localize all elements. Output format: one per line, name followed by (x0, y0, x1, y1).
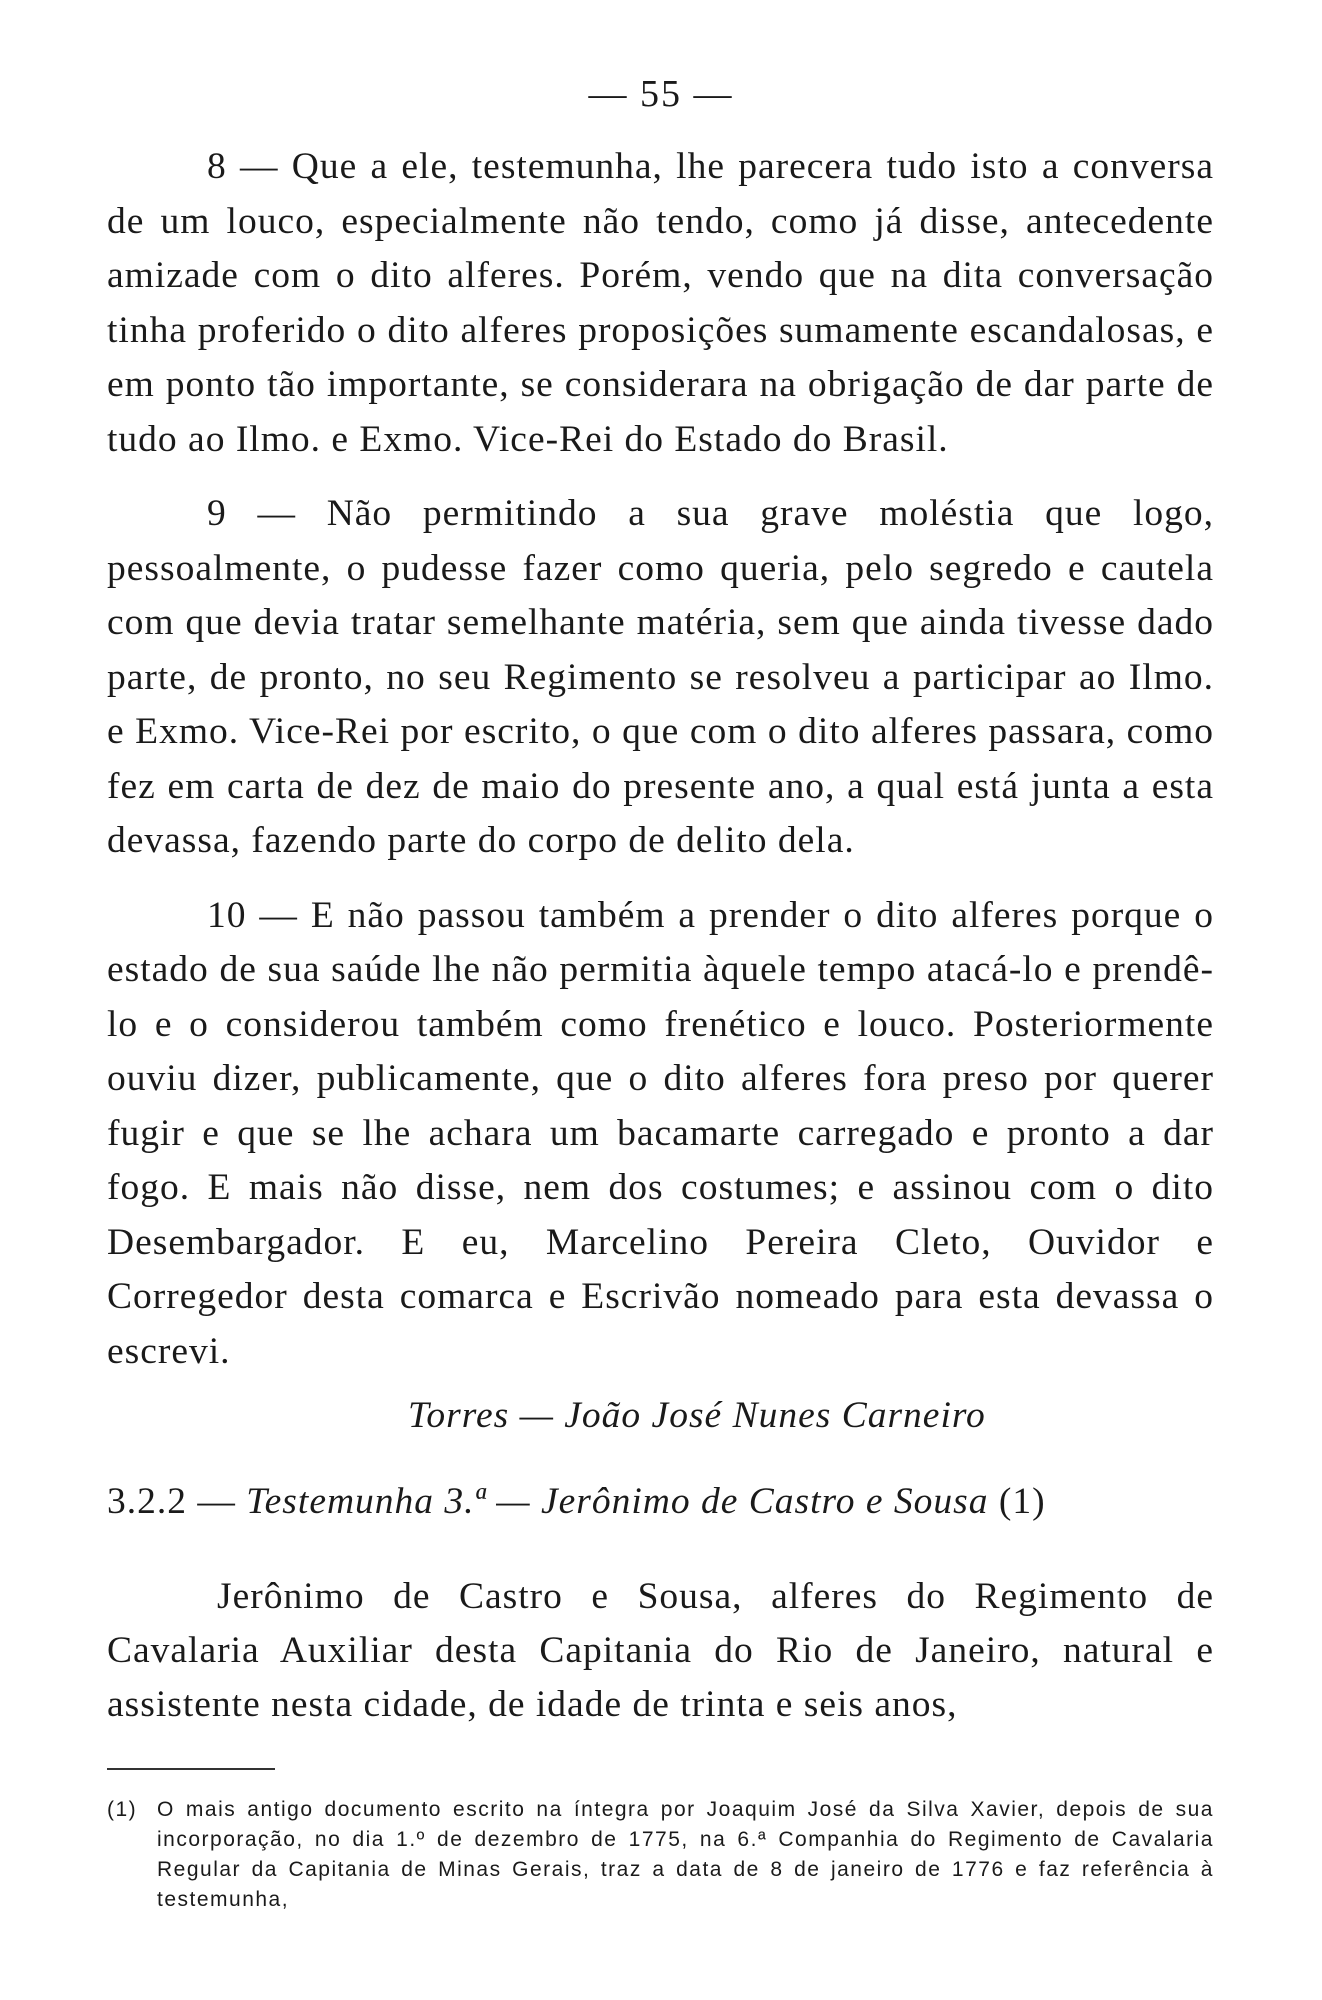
section-intro (107, 1570, 1214, 1732)
paragraph-10: 10 — E não passou também a prender o dito alferes porque o estado de sua saúde lhe não permitia àquele tempo atacá-lo e prendê-lo e o considerou também como frenético e louco. Posteriormente ouviu dizer, publicamente, que o dito alferes fora preso por querer fugir e que se lhe achara um bacamarte carregado e pronto a dar fogo. E mais não disse, nem dos costumes; e assinou com o dito Desembargador. E eu, Marcelino Pereira Cleto, Ouvidor e Corregedor desta comarca e Escrivão nomeado para esta devassa o escrevi. (107, 894, 1214, 1372)
paragraph-9: 9 — Não permitindo a sua grave moléstia que logo, pessoalmente, o pudesse fazer como queria, pelo segredo e cautela com que devia tratar semelhante matéria, sem que ainda tivesse dado parte, de pronto, no seu Regimento se resolveu a participar ao Ilmo. e Exmo. Vice-Rei por escrito, o que com o dito alferes passara, como fez em carta de dez de maio do presente ano, a qual está junta a esta devassa, fazendo parte do corpo de delito dela. (107, 493, 1214, 861)
footnote-text: O mais antigo documento escrito na íntegra por Joaquim José da Silva Xavier, depois de sua incorporação, no dia 1.º de dezembro de 1775, na 6.ª Companhia do Regimento de Cavalaria Regular da Capitania de Minas Gerais, traz a data de 8 de janeiro de 1776 e faz referência à testemunha, (157, 1798, 1214, 1911)
footnote-divider (107, 1768, 275, 1770)
section-heading (107, 1480, 1214, 1523)
footnote (107, 1795, 1214, 1915)
footnote-reference: (1) (998, 1481, 1046, 1522)
intro-paragraph: Jerônimo de Castro e Sousa, alferes do Regimento de Cavalaria Auxiliar desta Capitania do Rio de Janeiro, natural e assistente nesta cidade, de idade de trinta e seis anos, (107, 1576, 1214, 1725)
signature-line: Torres — João José Nunes Carneiro (408, 1395, 986, 1436)
section-number: 3.2.2 — (107, 1481, 236, 1522)
paragraph-8: 8 — Que a ele, testemunha, lhe parecera tudo isto a conversa de um louco, especialmente não tendo, como já disse, antecedente amizade com o dito alferes. Porém, vendo que na dita conversação tinha proferido o dito alferes proposições sumamente escandalosas, e em ponto tão importante, se considerara na obrigação de dar parte de tudo ao Ilmo. e Exmo. Vice-Rei do Estado do Brasil. (107, 146, 1214, 460)
body-text (107, 140, 1214, 1399)
footnote-marker: (1) (107, 1798, 138, 1821)
section-label: Testemunha 3.ª — Jerônimo de Castro e Sousa (246, 1481, 989, 1522)
page-number: — 55 — (588, 73, 734, 115)
